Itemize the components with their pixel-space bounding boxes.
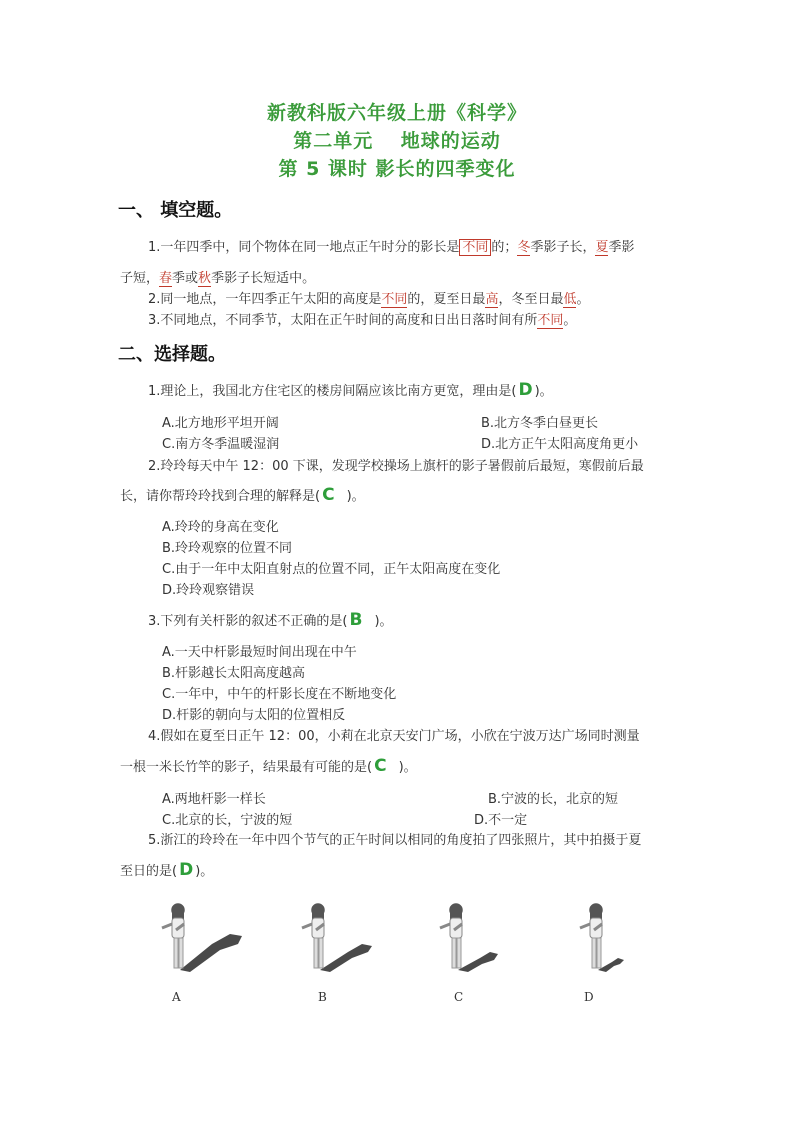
mc-q1-opt-c: C.南方冬季温暖湿润 (162, 437, 280, 452)
mc-q1-opt-d: D.北方正午太阳高度角更小 (481, 437, 639, 452)
mc-q4-opt-a: A.两地杆影一样长 (162, 792, 266, 807)
mc-q4-opt-d: D.不一定 (474, 813, 528, 828)
mc-q1-opt-a: A.北方地形平坦开阔 (162, 416, 279, 431)
mc-q1-stem: 1.理论上，我国北方住宅区的楼房间隔应该比南方更宽，理由是( D )。 (148, 380, 553, 400)
mc-answer: B (349, 610, 363, 630)
mc-answer: D (518, 380, 533, 400)
figure-a-girl-shadow (150, 898, 260, 976)
mc-q4-stem-line2: 一根一米长竹竿的影子，结果最有可能的是( C )。 (120, 756, 417, 776)
mc-q3-stem: 3.下列有关杆影的叙述不正确的是( B )。 (148, 610, 393, 630)
fill-q2: 2.同一地点，一年四季正午太阳的高度是不同的，夏至日最高，冬至日最低。 (148, 292, 590, 307)
mc-answer: C (322, 485, 335, 505)
doc-title: 新教科版六年级上册《科学》 (266, 102, 527, 124)
figure-label-c: C (454, 990, 464, 1004)
lesson-title: 第 5 课时 影长的四季变化 (278, 158, 516, 180)
mc-answer: D (179, 860, 194, 880)
mc-q2-opt-a: A.玲玲的身高在变化 (162, 520, 279, 535)
figure-d-girl-shadow (568, 898, 678, 976)
mc-q3-opt-d: D.杆影的朝向与太阳的位置相反 (162, 708, 346, 723)
answer: 冬 (517, 240, 531, 255)
mc-q2-opt-c: C.由于一年中太阳直射点的位置不同，正午太阳高度在变化 (162, 562, 501, 577)
answer: 不同 (537, 313, 564, 328)
answer-box: 不同 (459, 239, 491, 256)
fill-q3: 3.不同地点，不同季节，太阳在正午时间的高度和日出日落时间有所不同。 (148, 313, 577, 328)
figure-label-b: B (318, 990, 327, 1004)
mc-q4-opt-c: C.北京的长，宁波的短 (162, 813, 293, 828)
mc-q2-opt-b: B.玲玲观察的位置不同 (162, 541, 293, 556)
mc-answer: C (374, 756, 387, 776)
mc-q3-opt-a: A.一天中杆影最短时间出现在中午 (162, 645, 357, 660)
mc-q4-stem-line1: 4.假如在夏至日正午 12：00，小莉在北京天安门广场，小欣在宁波万达广场同时测量 (148, 729, 640, 744)
mc-q2-stem-line2: 长，请你帮玲玲找到合理的解释是( C )。 (120, 485, 365, 505)
answer: 夏 (595, 240, 609, 255)
mc-q4-opt-b: B.宁波的长，北京的短 (488, 792, 619, 807)
figure-label-d: D (584, 990, 594, 1004)
figure-b-girl-shadow (290, 898, 400, 976)
mc-q5-stem-line1: 5.浙江的玲玲在一年中四个节气的正午时间以相同的角度拍了四张照片，其中拍摄于夏 (148, 833, 642, 848)
mc-q2-stem-line1: 2.玲玲每天中午 12：00 下课，发现学校操场上旗杆的影子暑假前后最短，寒假前后最 (148, 459, 644, 474)
mc-q3-opt-c: C.一年中，中午的杆影长度在不断地变化 (162, 687, 397, 702)
answer: 秋 (198, 271, 212, 286)
answer: 春 (159, 271, 173, 286)
figure-c-girl-shadow (428, 898, 538, 976)
answer: 高 (485, 292, 499, 307)
answer: 低 (563, 292, 577, 307)
answer: 不同 (381, 292, 408, 307)
section-fill-title: 一、 填空题。 (118, 200, 233, 221)
mc-q1-opt-b: B.北方冬季白昼更长 (481, 416, 599, 431)
fill-q1-line2: 子短，春季或秋季影子长短适中。 (120, 271, 316, 286)
section-choice-title: 二、选择题。 (118, 344, 226, 365)
unit-title: 第二单元 地球的运动 (293, 130, 501, 152)
mc-q5-stem-line2: 至日的是( D )。 (120, 860, 214, 880)
mc-q3-opt-b: B.杆影越长太阳高度越高 (162, 666, 306, 681)
fill-q1-line1: 1.一年四季中，同个物体在同一地点正午时分的影长是 不同 的；冬季影子长，夏季影 (148, 240, 635, 255)
mc-q2-opt-d: D.玲玲观察错误 (162, 583, 255, 598)
figure-label-a: A (172, 990, 181, 1004)
